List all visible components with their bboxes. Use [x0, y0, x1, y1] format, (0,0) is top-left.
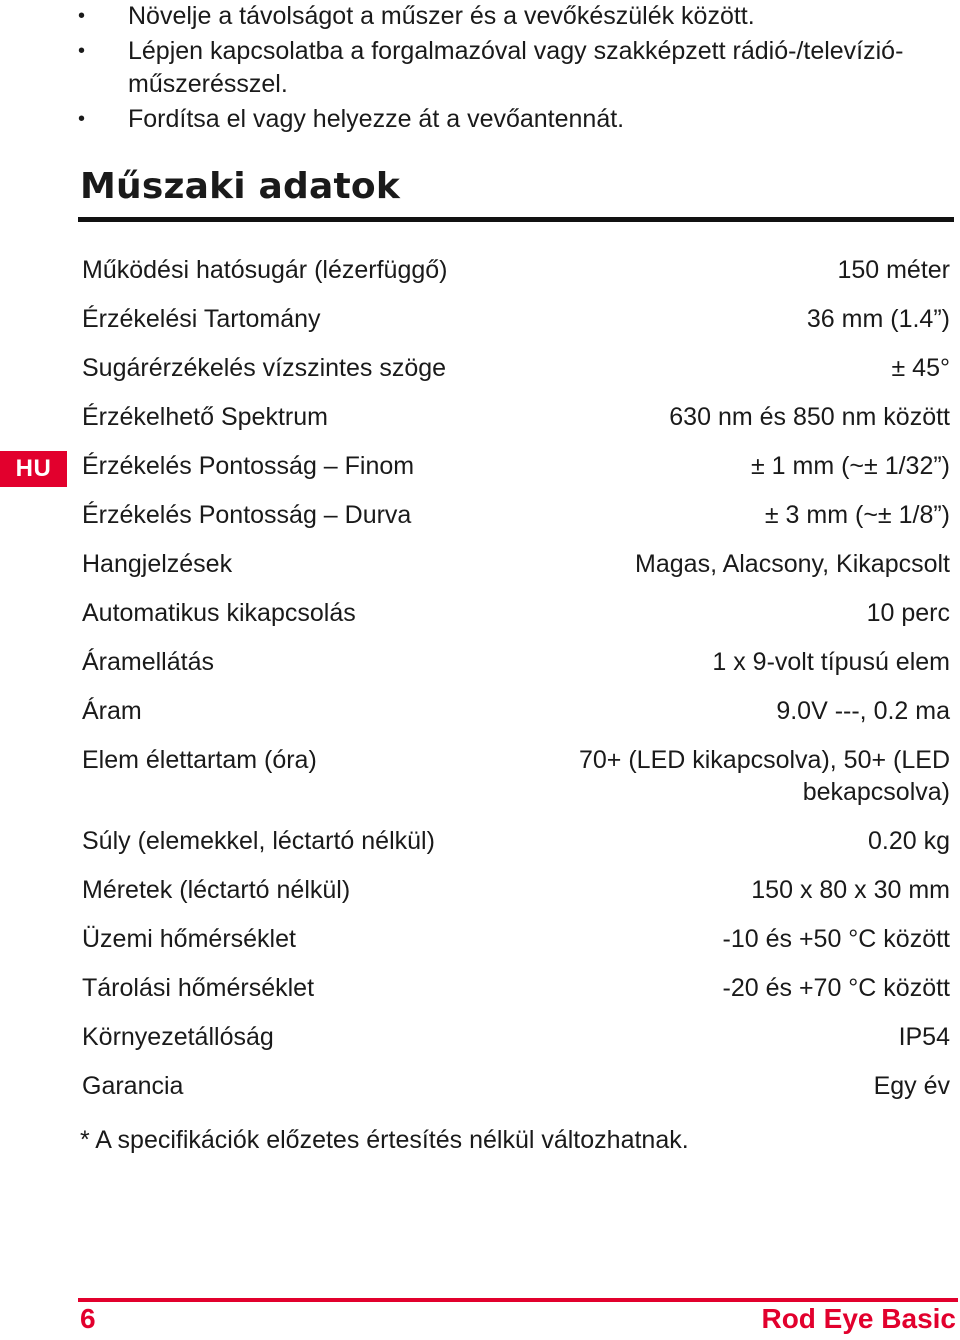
bullet-text: • Lépjen kapcsolatba a forgalmazóval vagy szakképzett rádió-/televízió-műszerésszel.: [128, 37, 904, 98]
spec-label: Áramellátás: [82, 648, 214, 676]
spec-row: [82, 825, 950, 857]
spec-value: 70+ (LED kikapcsolva), 50+ (LED bekapcsolva): [578, 746, 950, 806]
spec-label: Elem élettartam (óra): [82, 746, 317, 774]
spec-value: 9.0V ---, 0.2 ma: [776, 697, 950, 725]
spec-row: [82, 499, 950, 531]
page-number: 6: [80, 1303, 96, 1334]
spec-label: Érzékelés Pontosság – Durva: [82, 501, 412, 529]
spec-table: [82, 254, 950, 1119]
spec-row: [82, 450, 950, 482]
spec-value: 1 x 9-volt típusú elem: [712, 648, 950, 676]
spec-value: 0.20 kg: [867, 827, 950, 855]
spec-row: [82, 1070, 950, 1102]
spec-value: 630 nm és 850 nm között: [669, 403, 950, 431]
spec-row: [82, 597, 950, 629]
bullet-item: [78, 103, 948, 136]
spec-row: [82, 695, 950, 727]
spec-label: Súly (elemekkel, léctartó nélkül): [82, 827, 435, 855]
product-name: Rod Eye Basic: [761, 1303, 956, 1334]
spec-value: -20 és +70 °C között: [722, 974, 950, 1002]
section-title: Műszaki adatok: [80, 166, 400, 207]
spec-row: [82, 646, 950, 678]
spec-value: 150 x 80 x 30 mm: [751, 876, 950, 904]
bullet-text: • Növelje a távolságot a műszer és a vevőkészülék között.: [128, 2, 755, 30]
footnote: * A specifikációk előzetes értesítés nélkül változhatnak.: [80, 1126, 689, 1154]
bullet-item: [78, 35, 948, 101]
spec-label: Környezetállóság: [82, 1023, 274, 1051]
spec-value: ± 3 mm (~± 1/8”): [764, 501, 950, 529]
spec-row: [82, 254, 950, 286]
spec-row: [82, 874, 950, 906]
spec-row: [82, 972, 950, 1004]
spec-value: -10 és +50 °C között: [722, 925, 950, 953]
spec-label: Automatikus kikapcsolás: [82, 599, 356, 627]
spec-value: Egy év: [873, 1072, 950, 1100]
spec-value: ± 1 mm (~± 1/32”): [750, 452, 950, 480]
spec-row: [82, 401, 950, 433]
spec-label: Garancia: [82, 1072, 184, 1100]
spec-label: Hangjelzések: [82, 550, 233, 578]
spec-row: [82, 352, 950, 384]
spec-value: 150 méter: [837, 256, 950, 284]
language-tab: HU: [0, 451, 67, 487]
title-divider: [78, 217, 954, 222]
spec-label: Üzemi hőmérséklet: [82, 925, 296, 953]
spec-label: Áram: [82, 697, 142, 725]
bullet-item: [78, 0, 948, 33]
spec-value: 10 perc: [866, 599, 950, 627]
spec-label: Érzékelési Tartomány: [82, 305, 321, 333]
bullet-text: • Fordítsa el vagy helyezze át a vevőantennát.: [128, 105, 625, 133]
spec-row: [82, 923, 950, 955]
spec-value: Magas, Alacsony, Kikapcsolt: [635, 550, 950, 578]
spec-value: ± 45°: [891, 354, 950, 382]
spec-label: Tárolási hőmérséklet: [82, 974, 315, 1002]
spec-label: Érzékelhető Spektrum: [82, 403, 328, 431]
spec-label: Érzékelés Pontosság – Finom: [82, 452, 415, 480]
spec-label: Méretek (léctartó nélkül): [82, 876, 351, 904]
spec-row: [82, 744, 950, 808]
spec-label: Sugárérzékelés vízszintes szöge: [82, 354, 447, 382]
spec-row: [82, 1021, 950, 1053]
bullet-list: [78, 0, 948, 138]
spec-value: IP54: [898, 1023, 950, 1051]
spec-row: [82, 303, 950, 335]
spec-label: Működési hatósugár (lézerfüggő): [82, 256, 448, 284]
spec-row: [82, 548, 950, 580]
spec-value: 36 mm (1.4”): [806, 305, 950, 333]
